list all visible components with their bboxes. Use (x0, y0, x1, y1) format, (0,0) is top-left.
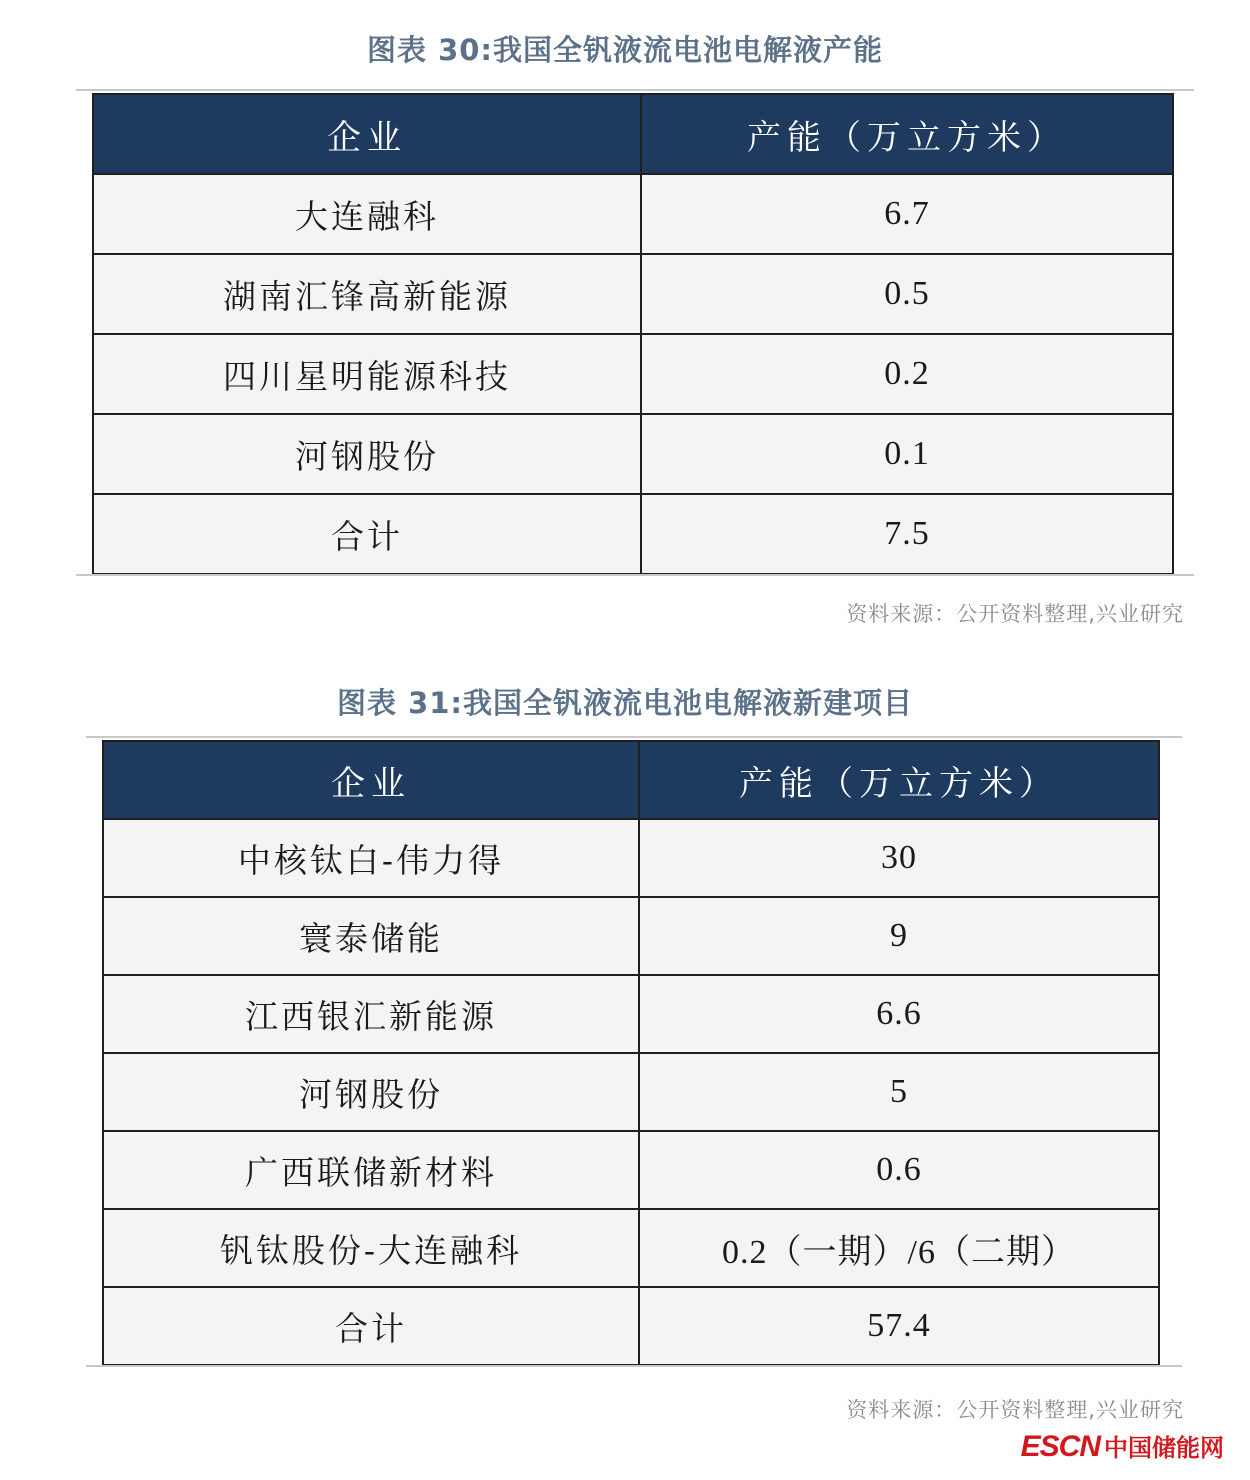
company-cell: 合计 (93, 494, 641, 574)
table-row (93, 334, 1173, 414)
table-row (103, 819, 1159, 897)
table2-header-company: 企业 (103, 741, 639, 819)
capacity-cell: 30 (639, 819, 1159, 897)
table2-bottom-rule (86, 1365, 1182, 1367)
table-row-total (93, 494, 1173, 574)
table-row (103, 1053, 1159, 1131)
table2-top-rule (86, 736, 1182, 738)
capacity-cell: 9 (639, 897, 1159, 975)
table-row (93, 414, 1173, 494)
table-row (103, 975, 1159, 1053)
capacity-cell: 57.4 (639, 1287, 1159, 1365)
table-row (93, 174, 1173, 254)
table1-header-row (93, 94, 1173, 174)
table1-header-capacity: 产能（万立方米） (641, 94, 1173, 174)
capacity-cell: 6.6 (639, 975, 1159, 1053)
company-cell: 江西银汇新能源 (103, 975, 639, 1053)
capacity-cell: 0.2（一期）/6（二期） (639, 1209, 1159, 1287)
table1-bottom-rule (76, 574, 1194, 576)
table2 (102, 740, 1160, 1366)
table2-title: 图表 31:我国全钒液流电池电解液新建项目 (336, 686, 914, 720)
table2-header-row (103, 741, 1159, 819)
table1-source: 资料来源：公开资料整理,兴业研究 (846, 602, 1184, 626)
logo-cn: 中国储能网 (1104, 1435, 1224, 1462)
capacity-cell: 5 (639, 1053, 1159, 1131)
capacity-cell: 0.6 (639, 1131, 1159, 1209)
table-row (93, 254, 1173, 334)
company-cell: 中核钛白-伟力得 (103, 819, 639, 897)
capacity-cell: 0.1 (641, 414, 1173, 494)
capacity-cell: 0.5 (641, 254, 1173, 334)
company-cell: 河钢股份 (93, 414, 641, 494)
company-cell: 四川星明能源科技 (93, 334, 641, 414)
table1-title: 图表 30:我国全钒液流电池电解液产能 (366, 33, 884, 67)
company-cell: 大连融科 (93, 174, 641, 254)
company-cell: 湖南汇锋高新能源 (93, 254, 641, 334)
table1 (92, 93, 1174, 575)
company-cell: 合计 (103, 1287, 639, 1365)
table1-header-company: 企业 (93, 94, 641, 174)
table-row (103, 1209, 1159, 1287)
table-row (103, 897, 1159, 975)
table2-source: 资料来源：公开资料整理,兴业研究 (846, 1398, 1184, 1422)
logo-en: ESCN (1020, 1430, 1100, 1463)
company-cell: 寰泰储能 (103, 897, 639, 975)
table2-header-capacity: 产能（万立方米） (639, 741, 1159, 819)
table-row-total (103, 1287, 1159, 1365)
company-cell: 钒钛股份-大连融科 (103, 1209, 639, 1287)
capacity-cell: 6.7 (641, 174, 1173, 254)
table1-top-rule (76, 89, 1194, 91)
table-row (103, 1131, 1159, 1209)
escn-logo (1021, 1428, 1224, 1464)
company-cell: 广西联储新材料 (103, 1131, 639, 1209)
capacity-cell: 7.5 (641, 494, 1173, 574)
capacity-cell: 0.2 (641, 334, 1173, 414)
company-cell: 河钢股份 (103, 1053, 639, 1131)
